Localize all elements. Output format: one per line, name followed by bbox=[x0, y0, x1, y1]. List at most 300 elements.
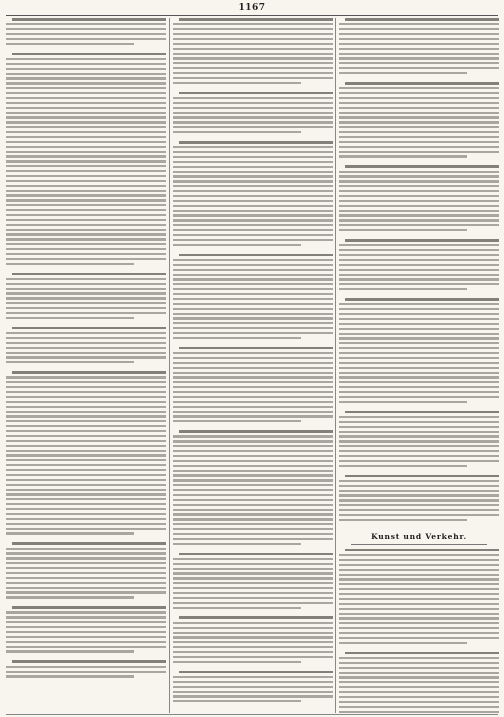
text-line bbox=[173, 151, 333, 153]
text-line bbox=[173, 533, 333, 535]
text-line bbox=[173, 440, 333, 442]
text-line bbox=[173, 499, 333, 501]
text-line bbox=[179, 430, 333, 433]
text-line bbox=[6, 454, 166, 456]
text-line bbox=[339, 264, 499, 266]
text-line bbox=[173, 435, 333, 437]
text-line bbox=[173, 229, 333, 231]
text-line bbox=[339, 376, 499, 378]
text-line bbox=[173, 72, 333, 74]
text-line bbox=[339, 308, 499, 310]
text-line bbox=[173, 523, 333, 525]
text-line bbox=[339, 588, 499, 590]
text-line bbox=[173, 112, 333, 114]
text-line bbox=[6, 73, 166, 75]
text-line bbox=[345, 298, 499, 301]
text-line bbox=[173, 259, 333, 261]
text-line bbox=[12, 371, 166, 374]
text-line bbox=[173, 48, 333, 50]
text-line bbox=[339, 352, 499, 354]
text-line bbox=[6, 548, 166, 550]
text-line bbox=[173, 205, 333, 207]
text-line bbox=[173, 622, 333, 624]
text-line bbox=[339, 48, 499, 50]
text-line bbox=[173, 317, 333, 319]
text-line bbox=[339, 151, 499, 153]
text-line bbox=[173, 322, 333, 324]
text-line bbox=[173, 362, 333, 364]
text-line bbox=[6, 572, 166, 574]
text-line bbox=[339, 416, 499, 418]
text-line bbox=[339, 333, 499, 335]
text-line bbox=[173, 57, 333, 59]
text-line bbox=[173, 313, 333, 315]
text-line bbox=[339, 214, 499, 216]
text-line bbox=[6, 626, 166, 628]
text-line bbox=[6, 523, 166, 525]
text-line bbox=[173, 264, 333, 266]
text-line bbox=[339, 323, 499, 325]
text-line bbox=[173, 131, 301, 133]
text-line bbox=[173, 62, 333, 64]
text-line bbox=[339, 494, 499, 496]
text-line bbox=[339, 38, 499, 40]
text-line bbox=[6, 332, 166, 334]
text-line bbox=[6, 557, 166, 559]
text-line bbox=[173, 686, 333, 688]
text-line bbox=[6, 641, 166, 643]
text-line bbox=[339, 465, 467, 467]
text-line bbox=[173, 568, 333, 570]
text-line bbox=[339, 435, 499, 437]
text-line bbox=[173, 494, 333, 496]
text-line bbox=[6, 292, 166, 294]
text-line bbox=[339, 574, 499, 576]
text-line bbox=[339, 244, 499, 246]
text-line bbox=[173, 700, 301, 702]
text-line bbox=[6, 297, 166, 299]
text-line bbox=[179, 141, 333, 144]
text-line bbox=[173, 43, 333, 45]
text-line bbox=[173, 107, 333, 109]
text-line bbox=[6, 185, 166, 187]
text-line bbox=[6, 518, 166, 520]
text-line bbox=[173, 470, 333, 472]
text-line bbox=[345, 411, 499, 414]
text-line bbox=[173, 450, 333, 452]
text-line bbox=[6, 484, 166, 486]
text-line bbox=[12, 53, 166, 56]
text-line bbox=[173, 219, 333, 221]
text-line bbox=[6, 342, 166, 344]
text-line bbox=[173, 465, 333, 467]
text-line bbox=[173, 244, 301, 246]
text-line bbox=[173, 489, 333, 491]
text-line bbox=[173, 214, 333, 216]
text-line bbox=[6, 214, 166, 216]
text-line bbox=[173, 582, 333, 584]
text-line bbox=[6, 258, 166, 260]
text-line bbox=[6, 450, 166, 452]
text-line bbox=[6, 263, 134, 265]
text-line bbox=[339, 155, 467, 157]
text-line bbox=[173, 411, 333, 413]
text-line bbox=[6, 650, 134, 652]
text-line bbox=[339, 278, 499, 280]
text-line bbox=[173, 38, 333, 40]
text-line bbox=[173, 77, 333, 79]
text-line bbox=[345, 475, 499, 478]
text-line bbox=[173, 676, 333, 678]
text-line bbox=[173, 161, 333, 163]
text-line bbox=[6, 92, 166, 94]
text-line bbox=[6, 666, 166, 668]
text-line bbox=[339, 381, 499, 383]
text-line bbox=[6, 440, 166, 442]
text-line bbox=[6, 204, 166, 206]
text-line bbox=[179, 92, 333, 95]
text-line bbox=[6, 278, 166, 280]
text-line bbox=[6, 253, 166, 255]
text-line bbox=[339, 662, 499, 664]
text-line bbox=[339, 72, 467, 74]
text-line bbox=[339, 401, 467, 403]
text-line bbox=[6, 596, 134, 598]
text-line bbox=[173, 200, 333, 202]
text-line bbox=[173, 602, 333, 604]
text-line bbox=[6, 199, 166, 201]
text-line bbox=[6, 219, 166, 221]
text-line bbox=[173, 651, 333, 653]
text-line bbox=[173, 367, 333, 369]
text-line bbox=[339, 499, 499, 501]
text-line bbox=[339, 121, 499, 123]
text-line bbox=[339, 274, 499, 276]
text-line bbox=[173, 23, 333, 25]
text-line bbox=[6, 528, 166, 530]
text-line bbox=[339, 136, 499, 138]
text-line bbox=[339, 200, 499, 202]
text-line bbox=[173, 572, 333, 574]
text-line bbox=[6, 636, 166, 638]
text-line bbox=[339, 426, 499, 428]
text-line bbox=[6, 352, 166, 354]
text-line bbox=[173, 563, 333, 565]
text-line bbox=[173, 269, 333, 271]
text-line bbox=[345, 165, 499, 168]
text-line bbox=[173, 171, 333, 173]
text-line bbox=[12, 327, 166, 330]
text-line bbox=[6, 420, 166, 422]
text-line bbox=[339, 598, 499, 600]
text-line bbox=[339, 146, 499, 148]
text-line bbox=[339, 259, 499, 261]
text-line bbox=[6, 82, 166, 84]
text-line bbox=[339, 622, 499, 624]
paragraph-gap bbox=[339, 524, 499, 529]
text-line bbox=[339, 328, 499, 330]
text-line bbox=[6, 238, 166, 240]
text-line bbox=[345, 18, 499, 21]
text-line bbox=[6, 381, 166, 383]
text-line bbox=[6, 591, 166, 593]
text-line bbox=[339, 337, 499, 339]
text-line bbox=[173, 474, 333, 476]
text-line bbox=[173, 646, 333, 648]
text-line bbox=[339, 509, 499, 511]
text-line bbox=[173, 592, 333, 594]
text-line bbox=[6, 493, 166, 495]
text-line bbox=[339, 372, 499, 374]
text-line bbox=[173, 293, 333, 295]
text-line bbox=[339, 608, 499, 610]
text-line bbox=[339, 445, 499, 447]
text-line bbox=[173, 283, 333, 285]
text-line bbox=[6, 474, 166, 476]
text-line bbox=[339, 617, 499, 619]
text-line bbox=[6, 577, 166, 579]
text-line bbox=[6, 233, 166, 235]
text-line bbox=[173, 445, 333, 447]
text-line bbox=[173, 303, 333, 305]
text-line bbox=[339, 583, 499, 585]
text-line bbox=[6, 396, 166, 398]
text-line bbox=[339, 195, 499, 197]
text-line bbox=[6, 513, 166, 515]
text-line bbox=[339, 711, 499, 713]
text-line bbox=[179, 671, 333, 674]
paragraph-gap bbox=[6, 680, 166, 685]
text-line bbox=[339, 421, 499, 423]
text-line bbox=[173, 337, 301, 339]
text-line bbox=[173, 401, 333, 403]
text-line bbox=[173, 298, 333, 300]
text-line bbox=[173, 175, 333, 177]
text-line bbox=[6, 155, 166, 157]
text-line bbox=[6, 28, 166, 30]
text-column-2 bbox=[173, 18, 333, 714]
text-line bbox=[6, 180, 166, 182]
paragraph-gap bbox=[173, 705, 333, 710]
text-line bbox=[339, 450, 499, 452]
text-line bbox=[339, 249, 499, 251]
text-line bbox=[339, 676, 499, 678]
text-line bbox=[339, 367, 499, 369]
text-line bbox=[173, 357, 333, 359]
text-line bbox=[173, 190, 333, 192]
text-line bbox=[6, 469, 166, 471]
text-line bbox=[173, 406, 333, 408]
text-line bbox=[339, 342, 499, 344]
text-line bbox=[339, 667, 499, 669]
text-line bbox=[339, 627, 499, 629]
text-line bbox=[173, 681, 333, 683]
text-line bbox=[173, 396, 333, 398]
text-line bbox=[179, 616, 333, 619]
text-line bbox=[339, 229, 467, 231]
text-line bbox=[173, 558, 333, 560]
text-line bbox=[6, 445, 166, 447]
text-line bbox=[339, 116, 499, 118]
text-line bbox=[173, 239, 333, 241]
page-number: 1167 bbox=[238, 3, 266, 13]
text-line bbox=[173, 376, 333, 378]
text-line bbox=[6, 126, 166, 128]
text-line bbox=[339, 205, 499, 207]
text-line bbox=[6, 582, 166, 584]
text-line bbox=[339, 593, 499, 595]
text-line bbox=[173, 636, 333, 638]
text-line bbox=[6, 23, 166, 25]
text-line bbox=[339, 672, 499, 674]
text-line bbox=[339, 107, 499, 109]
text-line bbox=[339, 92, 499, 94]
text-line bbox=[6, 671, 166, 673]
text-line bbox=[12, 606, 166, 609]
text-line bbox=[173, 156, 333, 158]
text-line bbox=[173, 509, 333, 511]
text-line bbox=[339, 62, 499, 64]
text-line bbox=[6, 337, 166, 339]
text-line bbox=[6, 229, 166, 231]
text-line bbox=[339, 180, 499, 182]
text-line bbox=[173, 372, 333, 374]
text-line bbox=[6, 675, 134, 677]
text-line bbox=[6, 102, 166, 104]
text-line bbox=[173, 543, 301, 545]
text-line bbox=[339, 485, 499, 487]
text-line bbox=[339, 190, 499, 192]
text-line bbox=[173, 195, 333, 197]
text-line bbox=[173, 116, 333, 118]
text-line bbox=[6, 489, 166, 491]
text-line bbox=[6, 97, 166, 99]
text-line bbox=[173, 97, 333, 99]
text-line bbox=[6, 190, 166, 192]
text-line bbox=[339, 632, 499, 634]
header-rule bbox=[6, 15, 498, 16]
section-rule bbox=[351, 544, 487, 545]
text-line bbox=[173, 484, 333, 486]
text-line bbox=[339, 210, 499, 212]
text-line bbox=[6, 401, 166, 403]
text-line bbox=[339, 603, 499, 605]
text-line bbox=[339, 87, 499, 89]
text-line bbox=[173, 656, 333, 658]
text-column-3 bbox=[339, 18, 499, 714]
text-line bbox=[339, 637, 499, 639]
text-line bbox=[6, 621, 166, 623]
text-line bbox=[339, 696, 499, 698]
text-line bbox=[173, 121, 333, 123]
text-line bbox=[6, 175, 166, 177]
text-line bbox=[339, 102, 499, 104]
text-line bbox=[173, 224, 333, 226]
text-line bbox=[339, 171, 499, 173]
footer-rule bbox=[6, 714, 498, 715]
text-line bbox=[339, 288, 467, 290]
text-line bbox=[6, 165, 166, 167]
text-line bbox=[173, 288, 333, 290]
text-line bbox=[173, 126, 333, 128]
text-line bbox=[6, 112, 166, 114]
text-line bbox=[339, 490, 499, 492]
column-divider bbox=[169, 18, 170, 713]
text-line bbox=[345, 239, 499, 242]
text-line bbox=[173, 67, 333, 69]
text-line bbox=[12, 542, 166, 545]
text-line bbox=[339, 254, 499, 256]
text-line bbox=[339, 686, 499, 688]
text-line bbox=[173, 415, 333, 417]
text-line bbox=[173, 691, 333, 693]
text-line bbox=[173, 166, 333, 168]
text-line bbox=[6, 58, 166, 60]
text-line bbox=[173, 332, 333, 334]
text-line bbox=[173, 587, 333, 589]
text-line bbox=[6, 288, 166, 290]
text-line bbox=[6, 87, 166, 89]
text-line bbox=[339, 219, 499, 221]
text-line bbox=[339, 53, 499, 55]
text-line bbox=[339, 504, 499, 506]
text-line bbox=[179, 347, 333, 350]
text-line bbox=[6, 361, 134, 363]
text-line bbox=[173, 641, 333, 643]
text-line bbox=[6, 224, 166, 226]
text-line bbox=[6, 77, 166, 79]
text-line bbox=[339, 23, 499, 25]
text-line bbox=[6, 107, 166, 109]
text-line bbox=[173, 597, 333, 599]
text-line bbox=[6, 425, 166, 427]
text-line bbox=[339, 175, 499, 177]
text-line bbox=[6, 631, 166, 633]
text-line bbox=[6, 33, 166, 35]
text-column-1 bbox=[6, 18, 166, 714]
text-line bbox=[6, 508, 166, 510]
text-line bbox=[339, 613, 499, 615]
text-line bbox=[339, 33, 499, 35]
text-line bbox=[173, 607, 301, 609]
text-line bbox=[173, 460, 333, 462]
text-line bbox=[173, 53, 333, 55]
text-line bbox=[339, 578, 499, 580]
text-line bbox=[173, 308, 333, 310]
text-line bbox=[6, 38, 166, 40]
text-line bbox=[6, 141, 166, 143]
text-line bbox=[339, 313, 499, 315]
text-line bbox=[345, 549, 499, 552]
text-line bbox=[339, 431, 499, 433]
text-line bbox=[339, 141, 499, 143]
text-line bbox=[6, 567, 166, 569]
text-line bbox=[345, 652, 499, 655]
text-line bbox=[173, 185, 333, 187]
text-line bbox=[6, 116, 166, 118]
text-line bbox=[6, 170, 166, 172]
text-line bbox=[173, 513, 333, 515]
text-line bbox=[6, 391, 166, 393]
text-line bbox=[339, 706, 499, 708]
text-line bbox=[6, 616, 166, 618]
text-line bbox=[339, 303, 499, 305]
text-line bbox=[173, 518, 333, 520]
text-line bbox=[179, 553, 333, 556]
text-line bbox=[6, 479, 166, 481]
text-line bbox=[6, 532, 134, 534]
text-line bbox=[339, 554, 499, 556]
